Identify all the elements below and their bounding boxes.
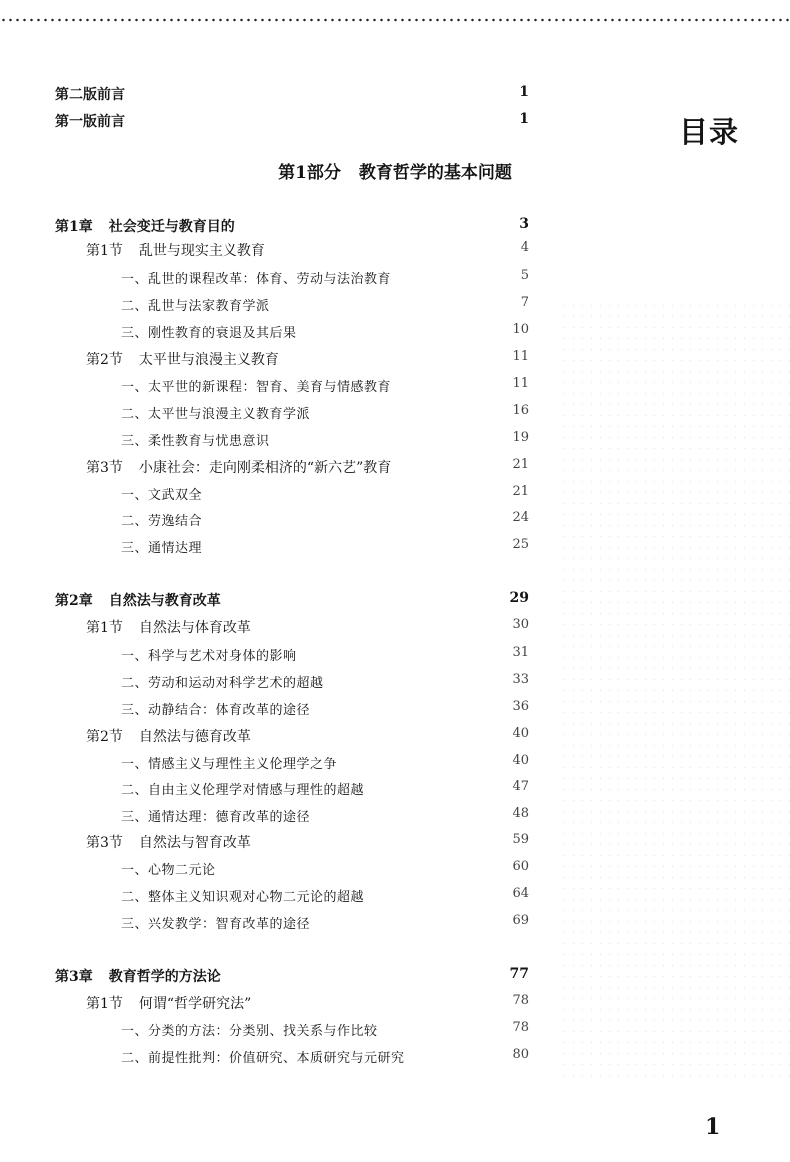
toc-entry-text: 二、整体主义知识观对心物二元论的超越 [121, 890, 365, 905]
toc-entry-page: 21 [512, 457, 529, 472]
toc-entry-label [121, 913, 310, 932]
toc-entry-page: 1 [519, 84, 529, 100]
toc-entry-number: 第2节 [86, 352, 123, 368]
toc-entry-label [121, 1047, 405, 1066]
toc-entry-subsection[interactable] [0, 376, 790, 400]
toc-entry-text: 二、太平世与浪漫主义教育学派 [121, 407, 311, 422]
toc-entry-text: 太平世与浪漫主义教育 [138, 352, 279, 368]
toc-entry-label [55, 216, 235, 236]
toc-entry-chapter[interactable] [0, 216, 790, 240]
toc-entry-text: 三、刚性教育的衰退及其后果 [121, 326, 297, 341]
toc-entry-subsection[interactable] [0, 753, 790, 777]
toc-entry-subsection[interactable] [0, 322, 790, 346]
toc-entry-text: 三、兴发教学：智育改革的途径 [121, 917, 311, 932]
toc-entry-page: 16 [512, 403, 529, 418]
toc-entry-page: 11 [512, 349, 529, 364]
toc-entry-text: 何谓“哲学研究法” [138, 996, 252, 1012]
toc-entry-number: 第3节 [86, 835, 123, 851]
toc-entry-page: 3 [519, 216, 529, 232]
toc-entry-label [86, 993, 251, 1013]
toc-entry-label [121, 430, 270, 449]
toc-entry-page: 31 [512, 645, 529, 660]
toc-entry-text: 一、乱世的课程改革：体育、劳动与法治教育 [121, 272, 392, 287]
toc-entry-section[interactable] [0, 993, 790, 1017]
toc-entry-subsection[interactable] [0, 886, 790, 910]
page-folio: 1 [705, 1114, 721, 1140]
toc-entry-subsection[interactable] [0, 672, 790, 696]
toc-entry-preface[interactable] [0, 84, 790, 108]
toc-entry-text: 自然法与教育改革 [108, 593, 221, 609]
toc-entry-label [121, 1020, 378, 1039]
toc-entry-label [121, 295, 270, 314]
toc-entry-text: 一、心物二元论 [121, 863, 216, 878]
toc-entry-page: 1 [519, 111, 529, 127]
toc-entry-section[interactable] [0, 349, 790, 373]
toc-entry-label [121, 537, 202, 556]
toc-entry-page: 33 [512, 672, 529, 687]
toc-entry-page: 30 [512, 617, 529, 632]
toc-entry-text: 自然法与智育改革 [138, 835, 251, 851]
toc-entry-section[interactable] [0, 832, 790, 856]
toc-entry-text: 二、自由主义伦理学对情感与理性的超越 [121, 783, 365, 798]
toc-entry-section[interactable] [0, 617, 790, 641]
part-title: 教育哲学的基本问题 [358, 163, 512, 183]
toc-entry-label [55, 84, 125, 104]
toc-entry-label [121, 753, 337, 772]
toc-entry-label [86, 832, 251, 852]
toc-entry-label [121, 268, 391, 287]
toc-entry-page: 80 [512, 1047, 529, 1062]
toc-entry-text: 一、科学与艺术对身体的影响 [121, 649, 297, 664]
toc-entry-text: 自然法与德育改革 [138, 729, 251, 745]
toc-entry-text: 乱世与现实主义教育 [138, 243, 265, 259]
toc-entry-text: 一、情感主义与理性主义伦理学之争 [121, 757, 338, 772]
toc-entry-label [121, 806, 310, 825]
toc-entry-page: 40 [512, 726, 529, 741]
toc-entry-page: 4 [520, 240, 529, 255]
toc-entry-number: 第1节 [86, 243, 123, 259]
toc-entry-page: 48 [512, 806, 529, 821]
toc-entry-text: 一、文武双全 [121, 488, 203, 503]
toc-entry-text: 二、劳动和运动对科学艺术的超越 [121, 676, 324, 691]
toc-entry-preface[interactable] [0, 111, 790, 135]
toc-entry-text: 自然法与体育改革 [138, 620, 251, 636]
toc-entry-label [121, 403, 310, 422]
toc-entry-subsection[interactable] [0, 806, 790, 830]
toc-entry-text: 第二版前言 [55, 87, 125, 103]
toc-entry-text: 二、劳逸结合 [121, 514, 203, 529]
toc-entry-page: 40 [512, 753, 529, 768]
toc-entry-label [55, 590, 221, 610]
toc-entry-label [121, 672, 324, 691]
toc-entry-number: 第3节 [86, 460, 123, 476]
toc-entry-subsection[interactable] [0, 510, 790, 534]
toc-entry-number: 第2节 [86, 729, 123, 745]
toc-entry-label [121, 699, 310, 718]
toc-entry-label [121, 322, 297, 341]
toc-entry-label [55, 111, 125, 131]
toc-entry-page: 7 [520, 295, 529, 310]
toc-entry-page: 21 [512, 484, 529, 499]
toc-entry-page: 29 [509, 590, 529, 606]
toc-entry-text: 三、通情达理 [121, 541, 203, 556]
toc-entry-page: 36 [512, 699, 529, 714]
toc-entry-label [86, 617, 251, 637]
toc-entry-page: 24 [512, 510, 529, 525]
toc-entry-label [121, 484, 202, 503]
toc-entry-subsection[interactable] [0, 645, 790, 669]
toc-entry-page: 47 [512, 779, 529, 794]
toc-entry-label [86, 349, 279, 369]
toc-entry-subsection[interactable] [0, 268, 790, 292]
toc-entry-chapter[interactable] [0, 966, 790, 990]
toc-entry-section[interactable] [0, 726, 790, 750]
toc-entry-number: 第3章 [55, 969, 93, 985]
toc-entry-text: 三、动静结合：体育改革的途径 [121, 703, 311, 718]
toc-title: 目录 [679, 115, 740, 149]
toc-entry-page: 78 [512, 993, 529, 1008]
toc-entry-section[interactable] [0, 240, 790, 264]
toc-entry-number: 第1章 [55, 219, 93, 235]
toc-entry-number: 第2章 [55, 593, 93, 609]
toc-entry-page: 69 [512, 913, 529, 928]
toc-entry-text: 小康社会：走向刚柔相济的“新六艺”教育 [138, 460, 392, 476]
toc-entry-label [121, 645, 297, 664]
toc-entry-label [121, 779, 364, 798]
toc-entry-page: 78 [512, 1020, 529, 1035]
toc-entry-subsection[interactable] [0, 859, 790, 883]
toc-entry-text: 二、前提性批判：价值研究、本质研究与元研究 [121, 1051, 405, 1066]
toc-entry-subsection[interactable] [0, 403, 790, 427]
toc-entry-label [86, 457, 391, 477]
toc-entry-text: 一、分类的方法：分类别、找关系与作比较 [121, 1024, 378, 1039]
toc-entry-number: 第1节 [86, 996, 123, 1012]
toc-entry-text: 一、太平世的新课程：智育、美育与情感教育 [121, 380, 392, 395]
toc-entry-page: 60 [512, 859, 529, 874]
toc-entry-subsection[interactable] [0, 1047, 790, 1071]
toc-entry-text: 教育哲学的方法论 [108, 969, 221, 985]
toc-entry-subsection[interactable] [0, 537, 790, 561]
toc-entry-subsection[interactable] [0, 779, 790, 803]
toc-entry-label [55, 966, 221, 986]
toc-entry-page: 25 [512, 537, 529, 552]
toc-entry-subsection[interactable] [0, 430, 790, 454]
toc-entry-page: 64 [512, 886, 529, 901]
toc-entry-text: 三、通情达理：德育改革的途径 [121, 810, 311, 825]
toc-entry-label [121, 859, 216, 878]
toc-entry-subsection[interactable] [0, 1020, 790, 1044]
toc-entry-page: 10 [512, 322, 529, 337]
toc-entry-chapter[interactable] [0, 590, 790, 614]
toc-entry-label [86, 240, 265, 260]
toc-entry-text: 第一版前言 [55, 114, 125, 130]
part-number: 第1部分 [278, 163, 341, 183]
top-dotted-rule [0, 18, 790, 22]
part-heading [0, 158, 790, 183]
toc-entry-page: 77 [509, 966, 529, 982]
toc-entry-subsection[interactable] [0, 484, 790, 508]
toc-entry-label [121, 886, 364, 905]
toc-entry-subsection[interactable] [0, 699, 790, 723]
toc-entry-label [121, 510, 202, 529]
toc-entry-text: 社会变迁与教育目的 [108, 219, 235, 235]
toc-entry-page: 5 [520, 268, 529, 283]
toc-entry-label [121, 376, 391, 395]
toc-entry-page: 11 [512, 376, 529, 391]
toc-entry-number: 第1节 [86, 620, 123, 636]
toc-entry-page: 59 [512, 832, 529, 847]
toc-entry-label [86, 726, 251, 746]
toc-entry-text: 三、柔性教育与忧患意识 [121, 434, 270, 449]
toc-entry-page: 19 [512, 430, 529, 445]
toc-entry-subsection[interactable] [0, 295, 790, 319]
toc-entry-subsection[interactable] [0, 913, 790, 937]
toc-entry-section[interactable] [0, 457, 790, 481]
toc-entry-text: 二、乱世与法家教育学派 [121, 299, 270, 314]
